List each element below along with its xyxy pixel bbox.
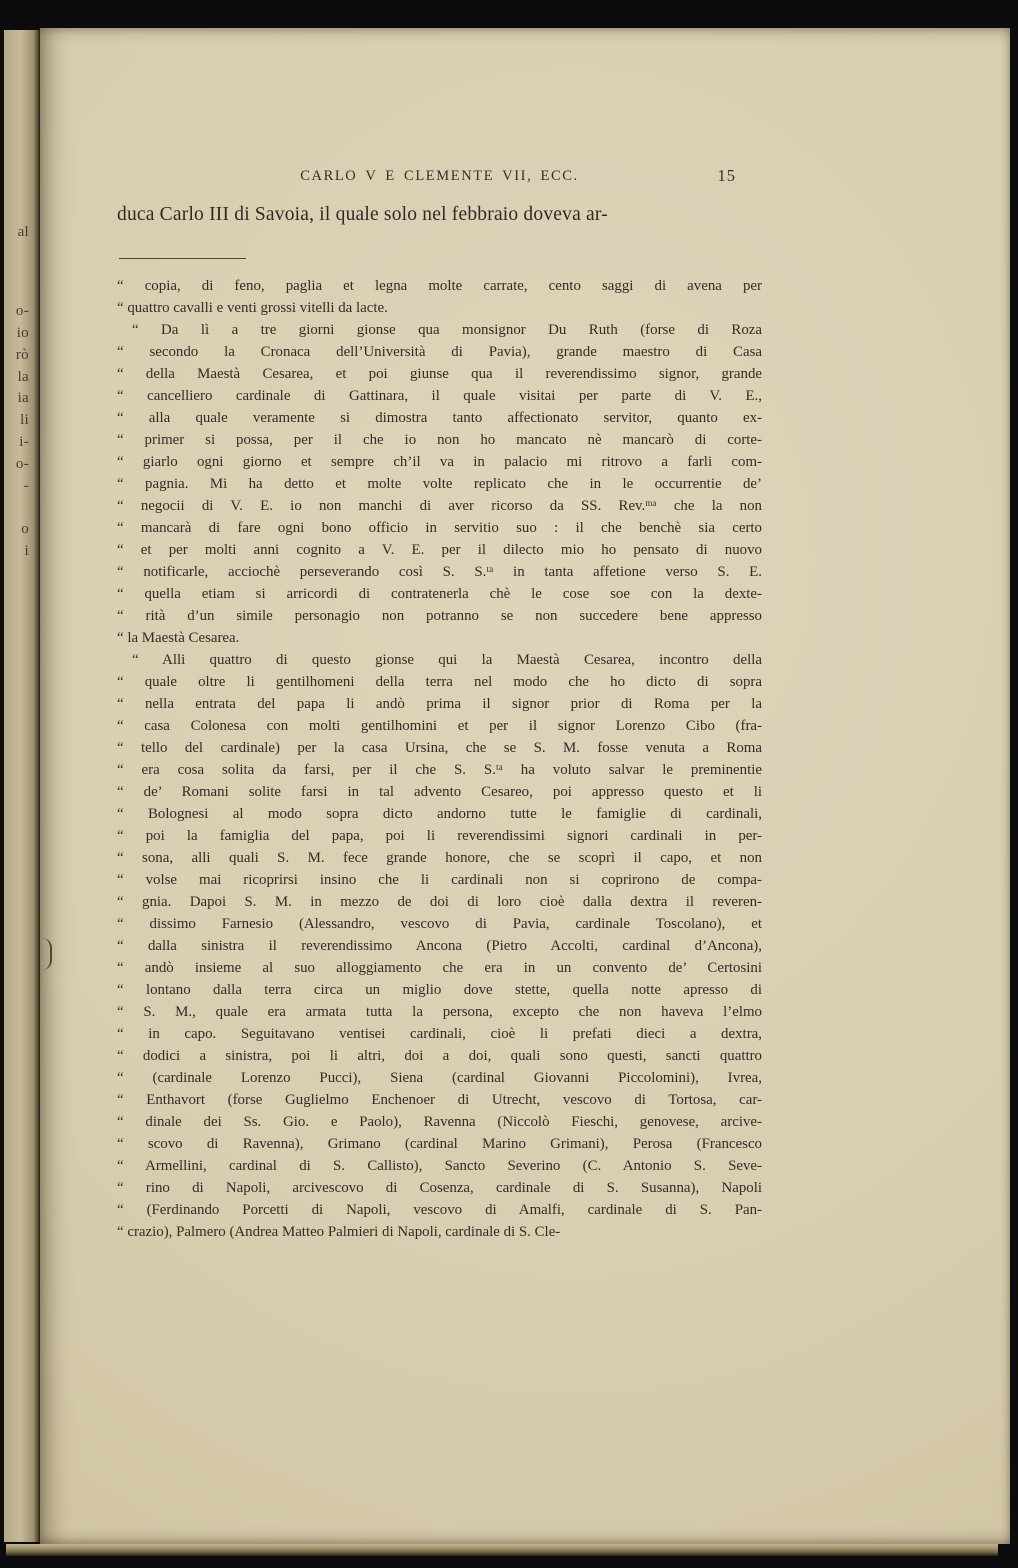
book-page [40,28,1010,1544]
margin-text-fragment: o [21,521,29,537]
footnote-line: “ Alli quattro di questo gionse qui la Maestà Cesarea, incontro della [132,652,762,668]
footnote-line: “ copia, di feno, paglia et legna molte carrate, cento saggi di avena per [117,278,762,294]
footnote-line: “ rità d’un simile personagio non potranno se non succedere bene appresso [117,608,762,624]
footnote-line: “ notificarle, acciochè perseverando così S. S.ᵗᵃ in tanta affetione verso S. E. [117,564,762,580]
footnote-line: “ dalla sinistra il reverendissimo Ancona (Pietro Accolti, cardinal d’Ancona), [117,938,762,954]
footnote-separator [119,258,246,259]
footnote-line: “ tello del cardinale) per la casa Ursina, che se S. M. fosse venuta a Roma [117,740,762,756]
footnote-line: “ sona, alli quali S. M. fece grande honore, che se scoprì il capo, et non [117,850,762,866]
footnote-line: “ de’ Romani solite farsi in tal advento Cesareo, poi appresso questo et li [117,784,762,800]
footnote-line: “ quale oltre li gentilhomeni della terra nel modo che ho dicto di sopra [117,674,762,690]
margin-text-fragment: - [23,478,29,494]
margin-text-fragment: al [17,224,29,240]
footnote-line: “ pagnia. Mi ha detto et molte volte replicato che in le occurrentie de’ [117,476,762,492]
footnote-line: “ quattro cavalli e venti grossi vitelli da lacte. [117,300,388,316]
footnote-line: “ S. M., quale era armata tutta la persona, excepto che non haveva l’elmo [117,1004,762,1020]
footnote-line: “ gnia. Dapoi S. M. in mezzo de doi di loro cioè dalla dextra il reveren- [117,894,762,910]
footnote-line: “ in capo. Seguitavano ventisei cardinali, cioè li prefati dieci a dextra, [117,1026,762,1042]
footnote-line: “ dodici a sinistra, poi li altri, doi a doi, quali sono questi, sancti quattro [117,1048,762,1064]
footnote-line: “ dissimo Farnesio (Alessandro, vescovo di Pavia, cardinale Toscolano), et [117,916,762,932]
footnote-line: “ secondo la Cronaca dell’Università di Pavia), grande maestro di Casa [117,344,762,360]
margin-text-fragment: la [17,369,29,385]
page-edge-stack [6,1544,998,1556]
footnote-line: “ (cardinale Lorenzo Pucci), Siena (cardinal Giovanni Piccolomini), Ivrea, [117,1070,762,1086]
page-header [117,168,762,185]
footnote-line: “ volse mai ricoprirsi insino che li cardinali non si coprirono de compa- [117,872,762,888]
footnote-line: “ mancarà di fare ogni bono officio in servitio suo : il che benchè sia certo [117,520,762,536]
footnote-line: “ andò insieme al suo alloggiamento che era in un convento de’ Certosini [117,960,762,976]
body-text: duca Carlo III di Savoia, il quale solo nel febbraio doveva ar- [117,204,608,225]
footnote-line: “ quella etiam si arricordi di contratenerla chè le cose soe con la dexte- [117,586,762,602]
footnote-line: “ Enthavort (forse Guglielmo Enchenoer di Utrecht, vescovo di Tortosa, car- [117,1092,762,1108]
footnote-line: “ rino di Napoli, arcivescovo di Cosenza, cardinale di S. Susanna), Napoli [117,1180,762,1196]
margin-text-fragment: o- [15,456,29,472]
previous-page-edge [4,30,40,1542]
footnote-line: “ Da lì a tre giorni gionse qua monsignor Du Ruth (forse di Roza [132,322,762,338]
footnote-line: “ poi la famiglia del papa, poi li reverendissimi signori cardinali in per- [117,828,762,844]
footnote-line: “ alla quale veramente si dimostra tanto affectionato servitor, quanto ex- [117,410,762,426]
footnote-line: “ Armellini, cardinal di S. Callisto), Sancto Severino (C. Antonio S. Seve- [117,1158,762,1174]
footnote-line: “ lontano dalla terra circa un miglio dove stette, quella notte apresso di [117,982,762,998]
footnote-line: “ era cosa solita da farsi, per il che S. S.ᵗᵃ ha voluto salvar le preminentie [117,762,762,778]
margin-text-fragment: rò [15,347,29,363]
footnote-line: “ della Maestà Cesarea, et poi giunse qua il reverendissimo signor, grande [117,366,762,382]
footnote-line: “ giarlo ogni giorno et sempre ch’il va in palacio mi ritrovo a farli com- [117,454,762,470]
margin-text-fragment: io [16,325,29,341]
footnote-line: “ negocii di V. E. io non manchi di aver ricorso da SS. Rev.ᵐᵃ che la non [117,498,762,514]
footnote-line: “ primer si possa, per il che io non ho mancato nè mancarò di corte- [117,432,762,448]
footnote-line: “ cancelliero cardinale di Gattinara, il quale visitai per parte di V. E., [117,388,762,404]
footnote-line: “ la Maestà Cesarea. [117,630,240,646]
page-number: 15 [717,166,736,185]
footnote-line: “ dinale dei Ss. Gio. e Paolo), Ravenna (Niccolò Fieschi, genovese, arcive- [117,1114,762,1130]
footnote-line: “ crazio), Palmero (Andrea Matteo Palmieri di Napoli, cardinale di S. Cle- [117,1224,561,1240]
footnote-line: “ Bolognesi al modo sopra dicto andorno tutte le famiglie di cardinali, [117,806,762,822]
footnote [117,275,762,1243]
footnote-line: “ (Ferdinando Porcetti di Napoli, vescovo di Amalfi, cardinale di S. Pan- [117,1202,762,1218]
margin-text-fragment: ia [17,390,29,406]
margin-text-fragment: i [24,543,29,559]
footnote-line: “ et per molti anni cognito a V. E. per il dilecto mio ho pensato di nuovo [117,542,762,558]
running-title: CARLO V E CLEMENTE VII, ECC. [300,168,579,184]
page-edge-pen-mark [41,938,52,970]
footnote-line: “ casa Colonesa con molti gentilhomini et per il signor Lorenzo Cibo (fra- [117,718,762,734]
footnote-line: “ nella entrata del papa li andò prima il signor prior di Roma per la [117,696,762,712]
footnote-line: “ scovo di Ravenna), Grimano (cardinal Marino Grimani), Perosa (Francesco [117,1136,762,1152]
margin-text-fragment: i- [19,434,29,450]
margin-text-fragment: o- [15,303,29,319]
margin-text-fragment: li [20,412,29,428]
